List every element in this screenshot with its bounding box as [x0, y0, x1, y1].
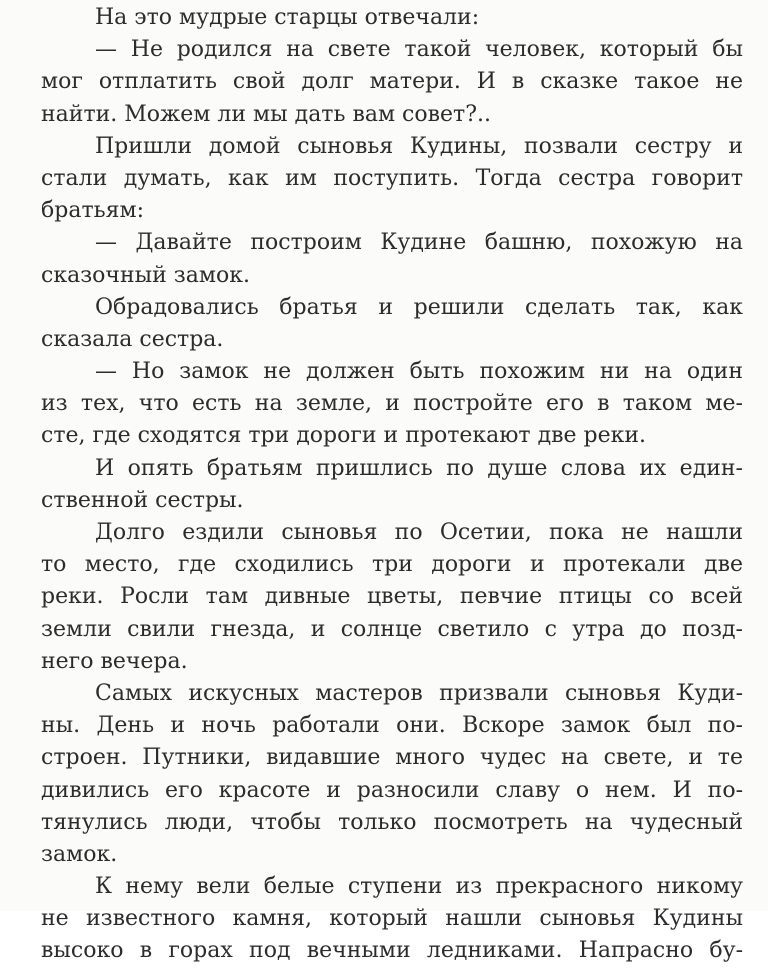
text-line: высоко в горах под вечными ледниками. Напрасно бу- — [41, 938, 743, 964]
text-line: ны. День и ночь работали они. Вскоре замок был по- — [41, 713, 743, 739]
text-line: сказала сестра. — [41, 326, 224, 352]
text-line: — Но замок не должен быть похожим ни на один — [95, 359, 743, 385]
text-line: то место, где сходились три дороги и протекали две — [41, 552, 743, 578]
text-line: — Давайте построим Кудине башню, похожую на — [95, 230, 743, 256]
text-line: не известного камня, который нашли сыновья Кудины — [41, 906, 743, 932]
text-line: дивились его красоте и разносили славу о нем. И по- — [41, 777, 743, 803]
text-line: замок. — [41, 841, 118, 867]
text-line: На это мудрые старцы отвечали: — [95, 5, 480, 30]
text-line: К нему вели белые ступени из прекрасного никому — [95, 874, 743, 900]
text-line: Самых искусных мастеров призвали сыновья Куди- — [95, 680, 743, 706]
text-line: братьям: — [41, 198, 144, 224]
text-line: сказочный замок. — [41, 262, 251, 288]
text-line: найти. Можем ли мы дать вам совет?.. — [41, 101, 491, 127]
text-line: тянулись люди, чтобы только посмотреть на чудесный — [41, 809, 743, 835]
text-line: него вечера. — [41, 648, 188, 674]
text-line: сте, где сходятся три дороги и протекают две реки. — [41, 423, 647, 449]
text-line: — Не родился на свете такой человек, который бы — [95, 37, 743, 63]
text-line: земли свили гнезда, и солнце светило с утра до позд- — [41, 616, 743, 642]
text-line: строен. Путники, видавшие много чудес на свете, и те — [41, 745, 743, 771]
page-text — [41, 2, 743, 968]
text-line: Долго ездили сыновья по Осетии, пока не нашли — [95, 520, 743, 545]
text-line: И опять братьям пришлись по душе слова их един- — [95, 455, 743, 481]
text-line: из тех, что есть на земле, и постройте его в таком ме- — [41, 391, 743, 417]
text-line: Обрадовались братья и решили сделать так, как — [95, 294, 743, 320]
text-line: ственной сестры. — [41, 487, 244, 513]
text-line: реки. Росли там дивные цветы, певчие птицы со всей — [41, 584, 743, 610]
text-line: Пришли домой сыновья Кудины, позвали сестру и — [95, 133, 743, 159]
text-line: мог отплатить свой долг матери. И в сказке такое не — [41, 69, 743, 95]
text-line: стали думать, как им поступить. Тогда сестра говорит — [41, 165, 743, 191]
